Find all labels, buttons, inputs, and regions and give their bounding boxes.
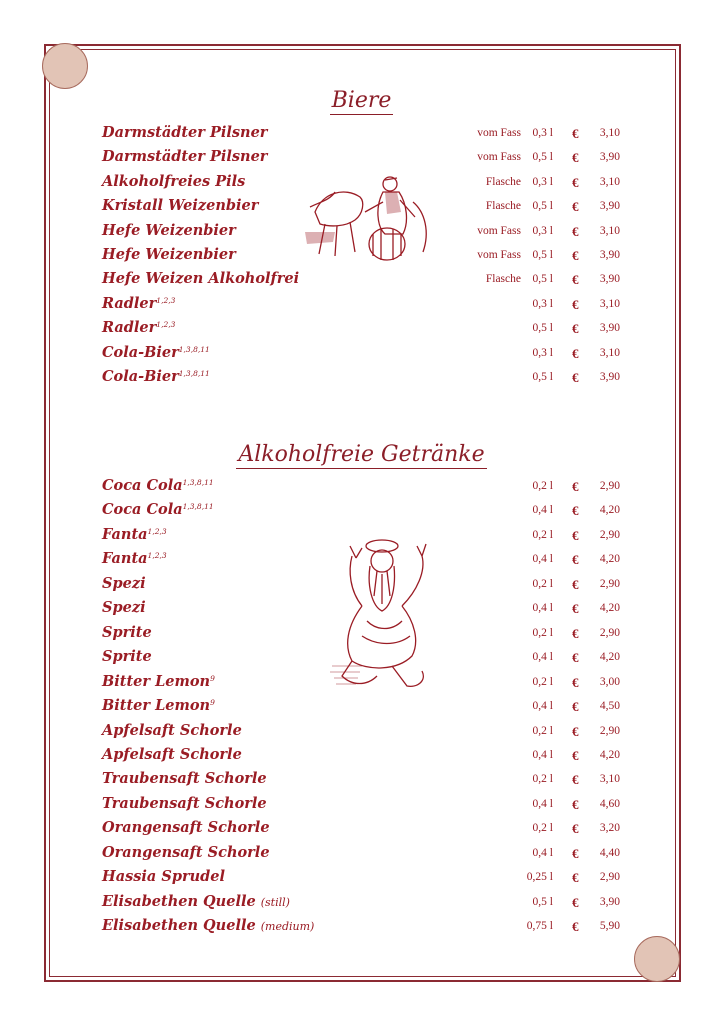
item-volume: 0,5 l: [532, 273, 553, 286]
item-volume: 0,4 l: [532, 602, 553, 615]
item-note: (still): [260, 895, 290, 909]
brewer-barrel-illustration: [305, 172, 435, 267]
serving-type: vom Fass: [477, 224, 521, 237]
item-price: 4,60: [599, 797, 620, 810]
euro-sign: €: [572, 894, 579, 910]
item-price: 4,20: [599, 602, 620, 615]
item-volume: 0,2 l: [532, 724, 553, 737]
item-name-text: Hassia Sprudel: [102, 868, 226, 886]
euro-sign: €: [572, 345, 579, 361]
serving-type: Flasche: [485, 273, 521, 286]
item-name-text: Coca Cola: [102, 477, 183, 494]
menu-item-row: [0, 270, 723, 294]
menu-item-row: [0, 795, 723, 819]
additive-footnote: 1,3,8,11: [182, 502, 214, 512]
item-price: 3,90: [599, 249, 620, 261]
item-name-text: Sprite: [102, 648, 152, 666]
item-name-text: Spezi: [102, 599, 146, 617]
additive-footnote: 9: [210, 673, 215, 683]
item-price: 3,90: [599, 895, 620, 908]
item-volume: 0,3 l: [532, 175, 553, 188]
section-title-biere: Biere: [331, 88, 392, 113]
item-volume: 0,5 l: [532, 200, 553, 213]
serving-type: vom Fass: [477, 151, 521, 164]
item-price: 3,10: [599, 175, 620, 188]
item-volume: 0,2 l: [532, 528, 553, 541]
additive-footnote: 1,3,8,11: [178, 369, 210, 378]
item-price: 3,20: [599, 822, 620, 835]
item-name-text: Bitter Lemon: [102, 697, 211, 715]
item-name-text: Orangensaft Schorle: [102, 843, 270, 861]
euro-sign: €: [572, 821, 579, 837]
item-name: [102, 148, 267, 165]
item-name: [102, 526, 167, 543]
item-volume: 0,4 l: [532, 797, 553, 810]
item-name: [102, 197, 258, 214]
item-price: 3,90: [599, 151, 620, 164]
item-name: [102, 868, 225, 885]
euro-sign: €: [572, 199, 579, 215]
euro-sign: €: [572, 870, 579, 886]
item-name: [102, 173, 245, 190]
menu-item-row: [0, 344, 723, 368]
item-price: 2,90: [599, 626, 620, 639]
item-name: [102, 319, 175, 336]
euro-sign: €: [572, 919, 579, 935]
menu-item-row: [0, 124, 723, 148]
item-name-text: Traubensaft Schorle: [102, 794, 267, 812]
item-name-text: Apfelsaft Schorle: [102, 745, 242, 763]
euro-sign: €: [572, 223, 579, 239]
item-name: [102, 648, 152, 665]
item-volume: 0,4 l: [532, 846, 553, 859]
item-volume: 0,5 l: [532, 371, 553, 383]
menu-item-row: [0, 501, 723, 525]
item-price: 3,10: [599, 297, 620, 310]
menu-item-row: [0, 697, 723, 721]
item-price: 4,20: [599, 553, 620, 566]
item-name-text: Fanta: [102, 525, 148, 543]
item-name-text: Bitter Lemon: [102, 672, 211, 690]
item-note: (medium): [260, 920, 315, 934]
item-name: [102, 368, 210, 385]
menu-item-row: [0, 319, 723, 343]
menu-item-row: [0, 844, 723, 868]
euro-sign: €: [572, 674, 579, 690]
item-name-text: Apfelsaft Schorle: [102, 721, 242, 739]
item-volume: 0,4 l: [532, 504, 553, 517]
item-volume: 0,5 l: [532, 895, 553, 908]
menu-item-row: [0, 746, 723, 770]
item-volume: 0,5 l: [532, 151, 553, 164]
item-volume: 0,5 l: [532, 322, 553, 335]
additive-footnote: 9: [210, 698, 215, 708]
item-price: 2,90: [599, 480, 620, 492]
item-name: [102, 246, 236, 263]
item-price: 3,10: [599, 346, 620, 359]
gnome-illustration: [322, 536, 442, 696]
euro-sign: €: [572, 479, 579, 494]
corner-ornament-bottom-right: [634, 936, 680, 982]
additive-footnote: 1,2,3: [156, 295, 176, 305]
euro-sign: €: [572, 552, 579, 568]
euro-sign: €: [572, 650, 579, 666]
item-price: 3,90: [599, 322, 620, 335]
euro-sign: €: [572, 296, 579, 312]
item-name: [102, 917, 314, 934]
item-name: [102, 270, 299, 287]
corner-ornament-top-left: [42, 43, 88, 89]
item-name: [102, 770, 267, 787]
euro-sign: €: [572, 723, 579, 739]
item-price: 4,20: [599, 748, 620, 761]
item-name: [102, 746, 242, 763]
serving-type: vom Fass: [477, 249, 521, 261]
item-price: 2,90: [599, 528, 620, 541]
item-price: 4,40: [599, 846, 620, 859]
section-title-alkoholfreie-getraenke: Alkoholfreie Getränke: [238, 442, 485, 467]
menu-item-row: [0, 868, 723, 892]
item-name: [102, 550, 167, 567]
euro-sign: €: [572, 625, 579, 641]
euro-sign: €: [572, 845, 579, 861]
euro-sign: €: [572, 576, 579, 592]
item-name-text: Hefe Weizenbier: [102, 221, 236, 239]
item-name-text: Traubensaft Schorle: [102, 770, 267, 788]
item-volume: 0,4 l: [532, 651, 553, 664]
item-volume: 0,3 l: [532, 127, 553, 139]
item-volume: 0,25 l: [526, 871, 553, 884]
item-price: 2,90: [599, 577, 620, 590]
additive-footnote: 1,2,3: [156, 320, 176, 330]
item-price: 3,10: [599, 127, 620, 139]
item-volume: 0,4 l: [532, 553, 553, 566]
item-name: [102, 599, 146, 616]
item-name-text: Radler: [102, 319, 157, 337]
item-name-text: Fanta: [102, 550, 148, 568]
item-volume: 0,3 l: [532, 346, 553, 359]
euro-sign: €: [572, 126, 579, 141]
item-price: 3,00: [599, 675, 620, 688]
item-price: 2,90: [599, 871, 620, 884]
item-volume: 0,2 l: [532, 480, 553, 492]
item-name: [102, 501, 214, 518]
item-name-text: Cola-Bier: [102, 343, 179, 361]
item-name: [102, 819, 270, 836]
menu-item-row: [0, 295, 723, 319]
menu-item-row: [0, 917, 723, 941]
item-volume: 0,75 l: [526, 920, 553, 933]
item-volume: 0,4 l: [532, 700, 553, 713]
euro-sign: €: [572, 174, 579, 190]
menu-item-row: [0, 819, 723, 843]
item-price: 3,10: [599, 773, 620, 786]
serving-type: Flasche: [485, 200, 521, 213]
item-name-text: Spezi: [102, 574, 146, 592]
item-name-text: Radler: [102, 294, 157, 312]
euro-sign: €: [572, 747, 579, 763]
menu-item-row: [0, 770, 723, 794]
item-name-text: Kristall Weizenbier: [102, 197, 259, 215]
item-price: 4,20: [599, 504, 620, 517]
menu-item-row: [0, 368, 723, 392]
item-name-text: Hefe Weizenbier: [102, 246, 236, 263]
item-name-text: Hefe Weizen Alkoholfrei: [102, 270, 300, 288]
euro-sign: €: [572, 796, 579, 812]
item-volume: 0,2 l: [532, 822, 553, 835]
euro-sign: €: [572, 699, 579, 715]
item-price: 3,10: [599, 224, 620, 237]
item-name: [102, 124, 267, 141]
item-name-text: Cola-Bier: [102, 368, 179, 385]
item-volume: 0,2 l: [532, 577, 553, 590]
item-price: 4,50: [599, 700, 620, 713]
item-name-text: Elisabethen Quelle: [102, 892, 256, 910]
item-volume: 0,2 l: [532, 773, 553, 786]
item-volume: 0,4 l: [532, 748, 553, 761]
item-name: [102, 844, 270, 861]
euro-sign: €: [572, 601, 579, 617]
item-name: [102, 624, 152, 641]
menu-item-row: [0, 893, 723, 917]
euro-sign: €: [572, 503, 579, 519]
additive-footnote: 1,2,3: [147, 551, 167, 561]
item-name-text: Sprite: [102, 623, 152, 641]
item-name: [102, 477, 214, 494]
item-name-text: Elisabethen Quelle: [102, 917, 256, 935]
item-price: 3,90: [599, 371, 620, 383]
item-name: [102, 722, 242, 739]
item-name: [102, 893, 290, 910]
item-name: [102, 575, 146, 592]
item-price: 2,90: [599, 724, 620, 737]
additive-footnote: 1,2,3: [147, 526, 167, 536]
item-volume: 0,5 l: [532, 249, 553, 261]
item-name: [102, 795, 267, 812]
item-name-text: Alkoholfreies Pils: [102, 172, 246, 190]
item-volume: 0,3 l: [532, 297, 553, 310]
additive-footnote: 1,3,8,11: [178, 344, 210, 354]
serving-type: Flasche: [485, 175, 521, 188]
item-name-text: Coca Cola: [102, 501, 183, 519]
euro-sign: €: [572, 370, 579, 385]
item-name: [102, 673, 215, 690]
item-name: [102, 222, 236, 239]
item-price: 3,90: [599, 200, 620, 213]
euro-sign: €: [572, 248, 579, 263]
euro-sign: €: [572, 272, 579, 288]
item-name-text: Darmstädter Pilsner: [102, 124, 268, 141]
euro-sign: €: [572, 150, 579, 166]
item-name-text: Darmstädter Pilsner: [102, 148, 268, 166]
item-name: [102, 295, 175, 312]
item-name: [102, 697, 215, 714]
item-name-text: Orangensaft Schorle: [102, 819, 270, 837]
euro-sign: €: [572, 772, 579, 788]
item-volume: 0,2 l: [532, 675, 553, 688]
euro-sign: €: [572, 321, 579, 337]
menu-item-row: [0, 148, 723, 172]
euro-sign: €: [572, 527, 579, 543]
menu-item-row: [0, 722, 723, 746]
additive-footnote: 1,3,8,11: [182, 478, 214, 487]
item-price: 3,90: [599, 273, 620, 286]
item-name: [102, 344, 210, 361]
item-volume: 0,3 l: [532, 224, 553, 237]
item-price: 5,90: [599, 920, 620, 933]
menu-item-row: [0, 477, 723, 501]
serving-type: vom Fass: [477, 127, 521, 139]
item-price: 4,20: [599, 651, 620, 664]
item-volume: 0,2 l: [532, 626, 553, 639]
